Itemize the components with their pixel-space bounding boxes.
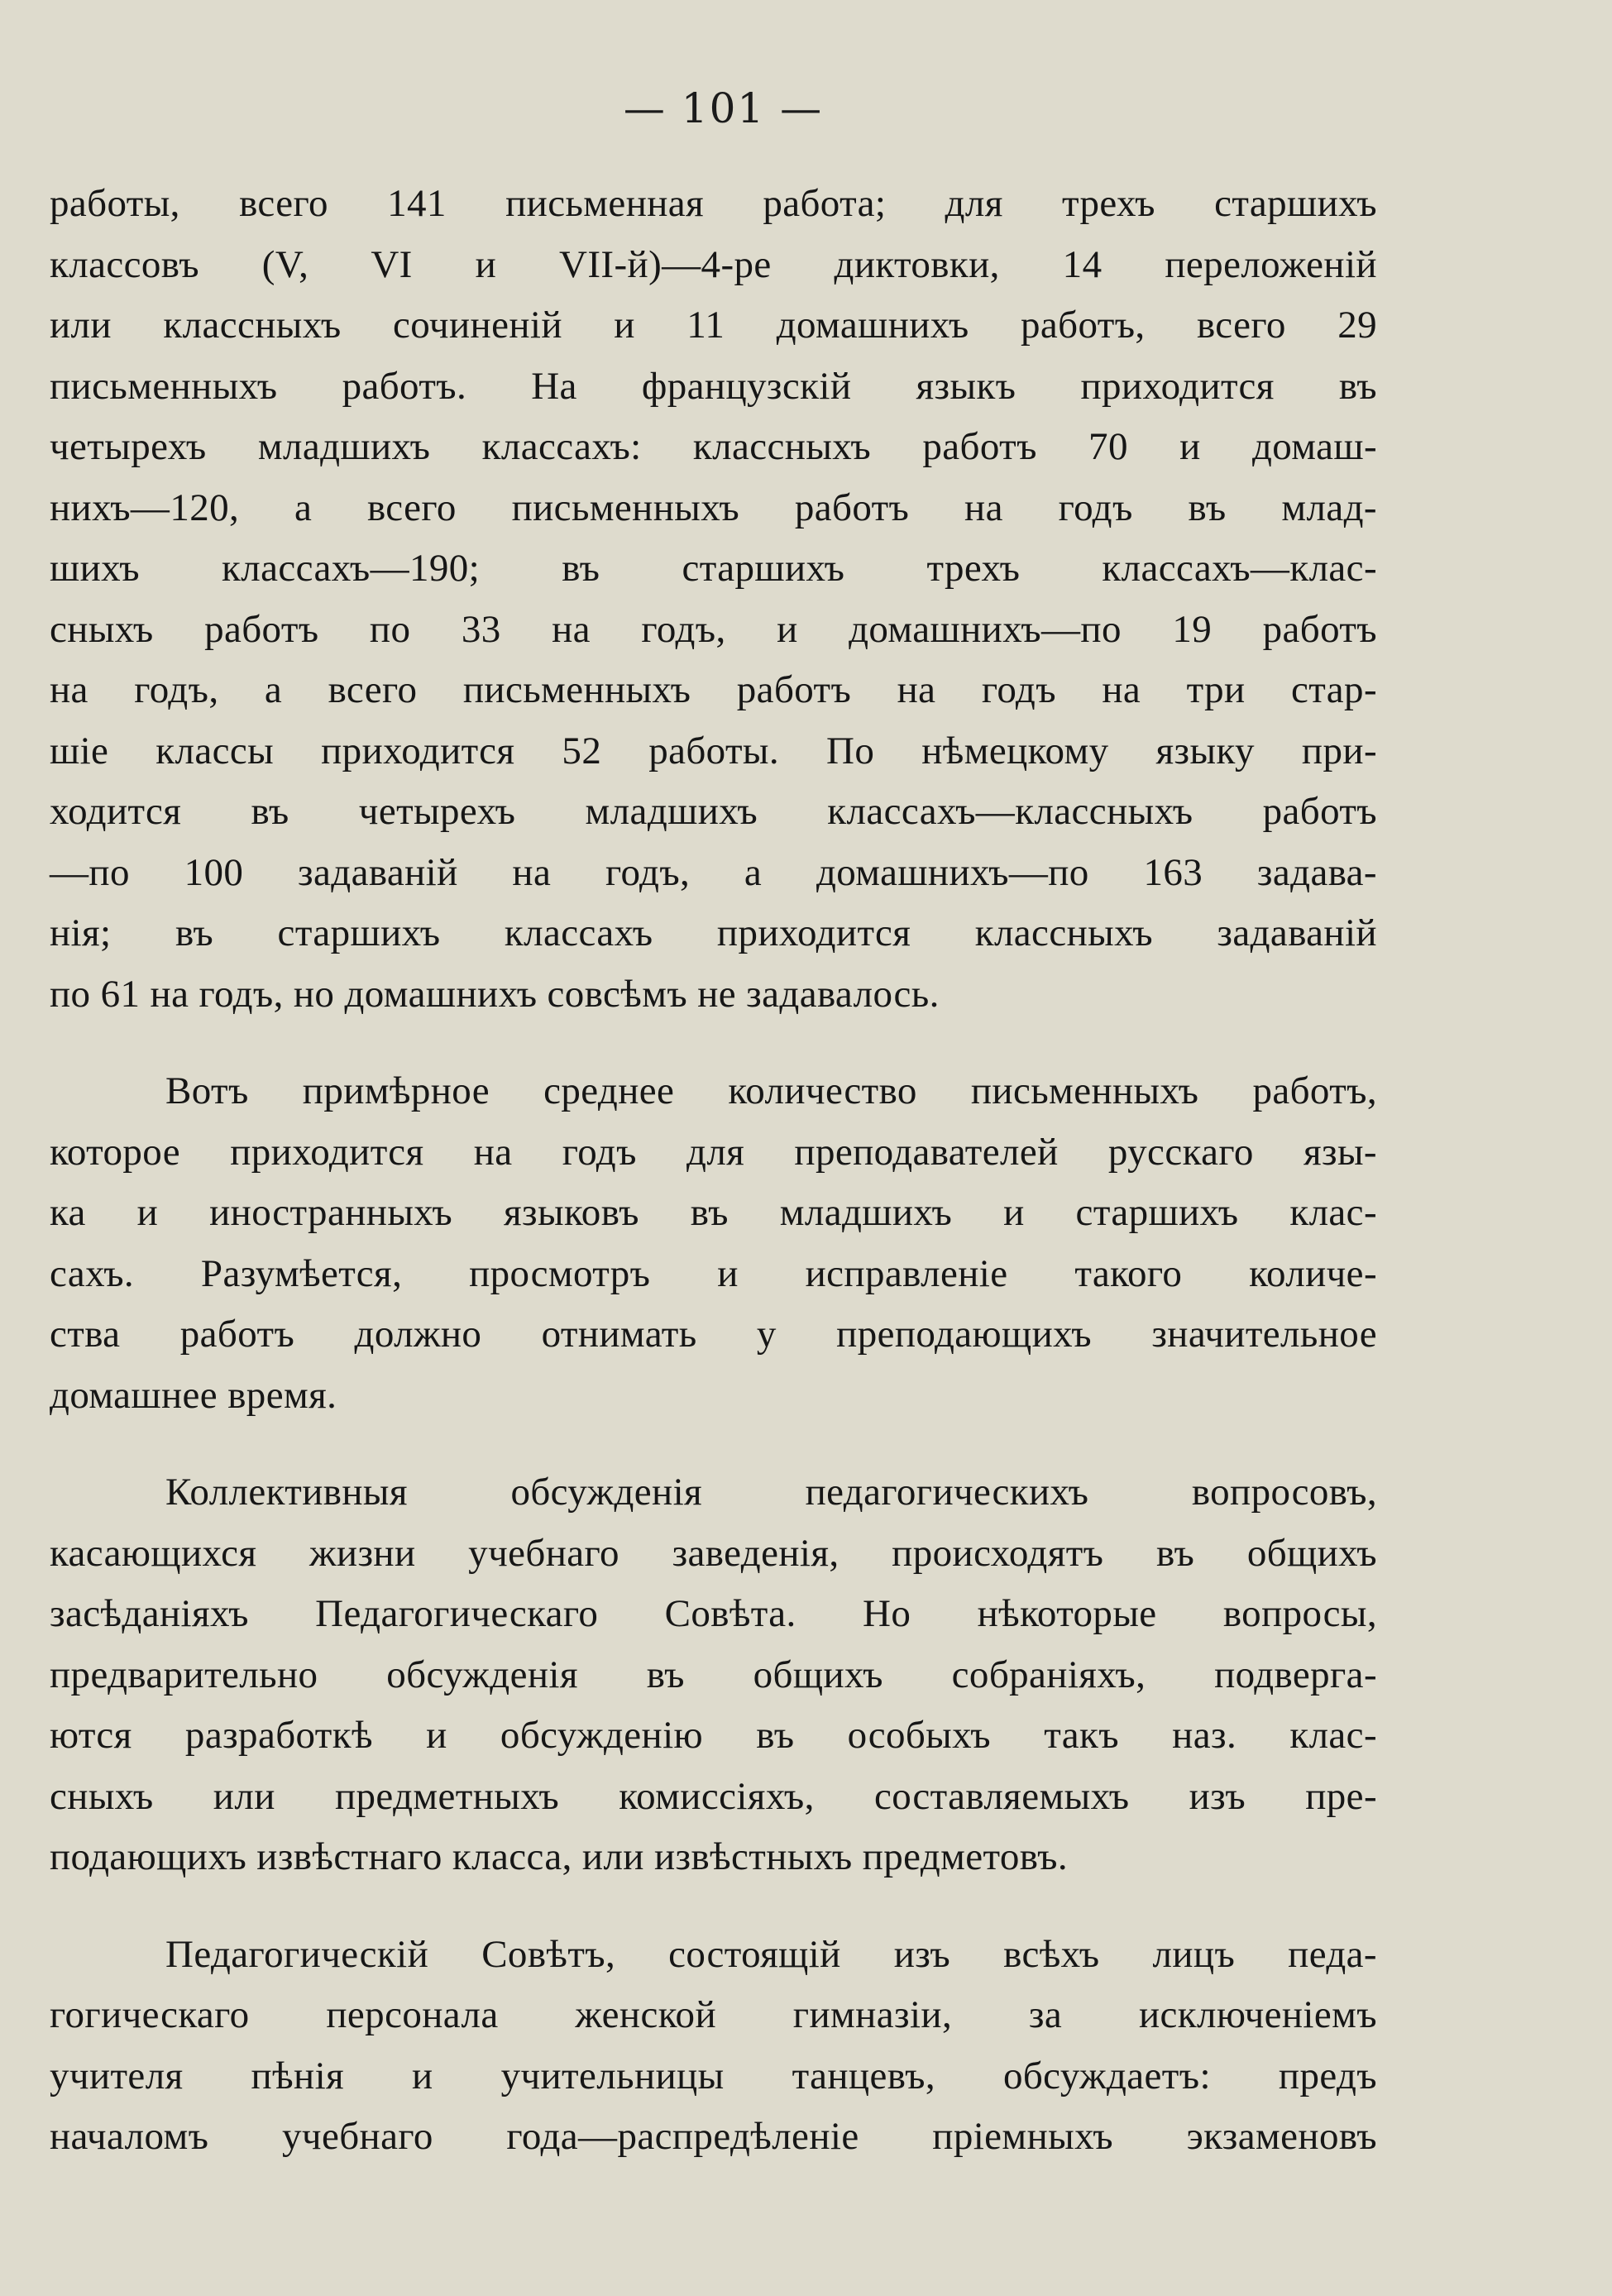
text-line: подающихъ извѣстнаго класса, или извѣстныхъ предметовъ. [50, 1835, 1069, 1878]
text-line: ка и иностранныхъ языковъ въ младшихъ и старшихъ клас- [50, 1191, 1377, 1234]
paragraph-gap [50, 1888, 1377, 1925]
text-line: сахъ. Разумѣется, просмотръ и исправленіе такого количе- [50, 1251, 1377, 1295]
paragraph-2 [50, 1061, 1377, 1426]
paragraph-1 [50, 174, 1377, 1025]
paragraph-gap [50, 1426, 1377, 1462]
text-line: касающихся жизни учебнаго заведенія, происходятъ въ общихъ [50, 1531, 1377, 1575]
text-line: работы, всего 141 письменная работа; для трехъ старшихъ [50, 182, 1377, 225]
text-line: началомъ учебнаго года—распредѣленіе пріемныхъ экзаменовъ [50, 2115, 1377, 2158]
page-number: — 101 — [623, 84, 824, 132]
text-line: шіе классы приходится 52 работы. По нѣмецкому языку при- [50, 729, 1377, 773]
text-line: нихъ—120, а всего письменныхъ работъ на годъ въ млад- [50, 486, 1377, 529]
text-line: классовъ (V, VI и VII-й)—4-ре диктовки, 14 переложеній [50, 242, 1377, 286]
text-line: ются разработкѣ и обсужденію въ особыхъ такъ наз. клас- [50, 1714, 1377, 1757]
paragraph-4 [50, 1925, 1377, 2168]
text-line: домашнее время. [50, 1373, 337, 1417]
text-line: Педагогическій Совѣтъ, состоящій изъ всѣхъ лицъ педа- [165, 1932, 1377, 1976]
text-line: гогическаго персонала женской гимназіи, за исключеніемъ [50, 1993, 1377, 2036]
text-line: сныхъ или предметныхъ комиссіяхъ, составляемыхъ изъ пре- [50, 1774, 1377, 1818]
text-line: письменныхъ работъ. На французскій языкъ приходится въ [50, 364, 1377, 408]
text-line: ходится въ четырехъ младшихъ классахъ—классныхъ работъ [50, 790, 1377, 833]
text-line: Вотъ примѣрное среднее количество письменныхъ работъ, [165, 1069, 1377, 1112]
text-line: засѣданіяхъ Педагогическаго Совѣта. Но нѣкоторые вопросы, [50, 1592, 1377, 1635]
text-line: —по 100 задаваній на годъ, а домашнихъ—по 163 задава- [50, 850, 1377, 894]
text-line: сныхъ работъ по 33 на годъ, и домашнихъ—по 19 работъ [50, 607, 1377, 651]
text-line: ства работъ должно отнимать у преподающихъ значительное [50, 1313, 1377, 1356]
text-line: Коллективныя обсужденія педагогическихъ вопросовъ, [165, 1471, 1377, 1514]
text-line: которое приходится на годъ для преподавателей русскаго язы- [50, 1130, 1377, 1174]
text-line: шихъ классахъ—190; въ старшихъ трехъ классахъ—клас- [50, 547, 1377, 590]
text-line: нія; въ старшихъ классахъ приходится классныхъ задаваній [50, 911, 1377, 954]
body-text [50, 174, 1377, 2168]
paragraph-gap [50, 1025, 1377, 1061]
text-line: по 61 на годъ, но домашнихъ совсѣмъ не задавалось. [50, 972, 940, 1016]
text-line: учителя пѣнія и учительницы танцевъ, обсуждаетъ: предъ [50, 2054, 1377, 2097]
paragraph-3 [50, 1462, 1377, 1888]
text-line: предварительно обсужденія въ общихъ собраніяхъ, подверга- [50, 1653, 1377, 1696]
text-line: или классныхъ сочиненій и 11 домашнихъ работъ, всего 29 [50, 304, 1377, 347]
text-line: четырехъ младшихъ классахъ: классныхъ работъ 70 и домаш- [50, 425, 1377, 468]
text-line: на годъ, а всего письменныхъ работъ на годъ на три стар- [50, 668, 1377, 711]
